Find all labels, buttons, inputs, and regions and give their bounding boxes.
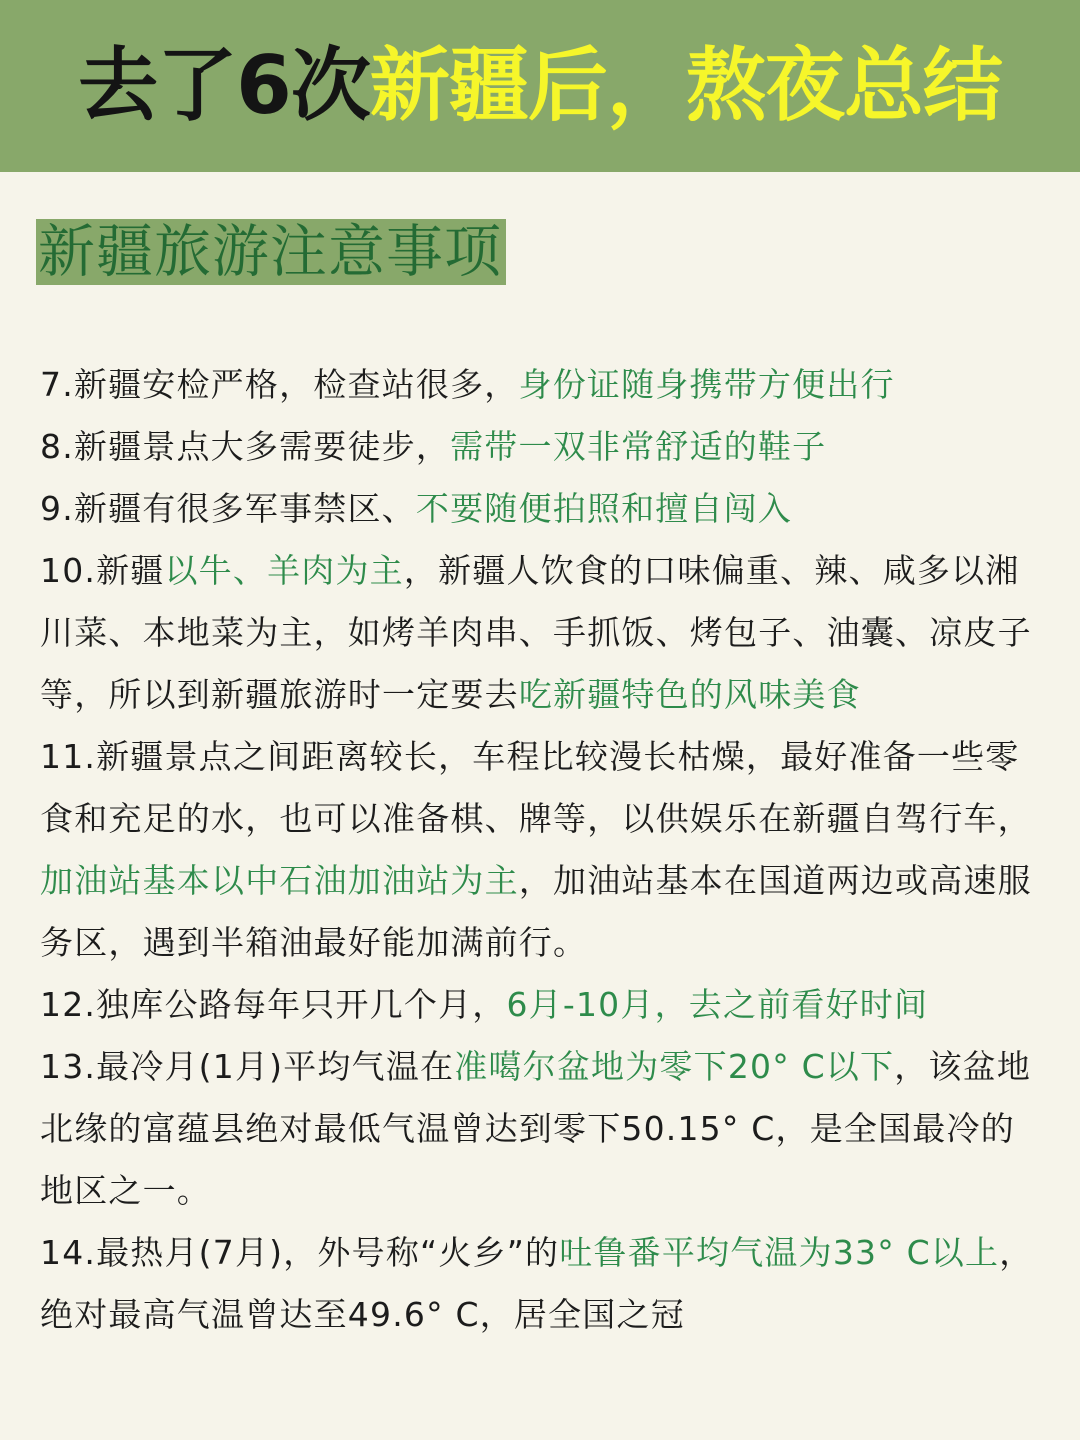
tip-text: 8.新疆景点大多需要徒步， [40,427,451,466]
tip-item [40,416,1042,478]
tip-highlight-text: 6月-10月，去之前看好时间 [506,985,929,1024]
tip-text: ，该盆地北缘的富蕴县绝对最低气温曾达到零下50.15° C，是全国最冷的地区之一。 [40,1047,1032,1210]
tip-text: ，加油站基本在国道两边或高速服务区，遇到半箱油最好能加满前行。 [40,861,1032,962]
tip-item [40,1222,1042,1346]
title-banner [0,0,1080,172]
tip-text: 14.最热月(7月)，外号称“火乡”的 [40,1233,560,1272]
tips-list [40,354,1042,1346]
tip-highlight-text: 以牛、羊肉为主 [164,551,404,590]
tip-item [40,354,1042,416]
tip-highlight-text: 不要随便拍照和擅自闯入 [415,489,793,528]
tip-highlight-text: 需带一双非常舒适的鞋子 [450,427,827,466]
tip-item [40,1036,1042,1222]
tip-item [40,974,1042,1036]
title-part-highlight-2: 熬夜总结 [685,39,1002,132]
tip-item [40,726,1042,974]
tip-text: 9.新疆有很多军事禁区、 [40,489,416,528]
tip-highlight-text: 吃新疆特色的风味美食 [518,675,861,714]
tip-item [40,540,1042,726]
tip-text: ，新疆人饮食的口味偏重、辣、咸多以湘川菜、本地菜为主，如烤羊肉串、手抓饭、烤包子、油囊、凉皮子等，所以到新疆旅游时一定要去 [40,551,1032,714]
tip-text: 13.最冷月(1月)平均气温在 [40,1047,455,1086]
title-part-black: 去了6次 [78,39,370,132]
tip-item [40,478,1042,540]
tip-text: 11.新疆景点之间距离较长，车程比较漫长枯燥，最好准备一些零食和充足的水，也可以准备棋、牌等，以供娱乐在新疆自驾行车， [40,737,1032,838]
tip-highlight-text: 加油站基本以中石油加油站为主 [40,861,519,900]
section-heading: 新疆旅游注意事项 [36,219,506,285]
tip-text: 7.新疆安检严格，检查站很多， [40,365,519,404]
page-title [78,39,1002,132]
tip-highlight-text: 吐鲁番平均气温为33° C以上 [559,1233,1000,1272]
tip-highlight-text: 身份证随身携带方便出行 [518,365,895,404]
title-part-highlight: 新疆后， [369,39,686,132]
tip-highlight-text: 准噶尔盆地为零下20° C以下 [454,1047,895,1086]
tip-text: 10.新疆 [40,551,165,590]
tip-text: 12.独库公路每年只开几个月， [40,985,507,1024]
tip-text: ，绝对最高气温曾达至49.6° C，居全国之冠 [40,1233,1034,1334]
